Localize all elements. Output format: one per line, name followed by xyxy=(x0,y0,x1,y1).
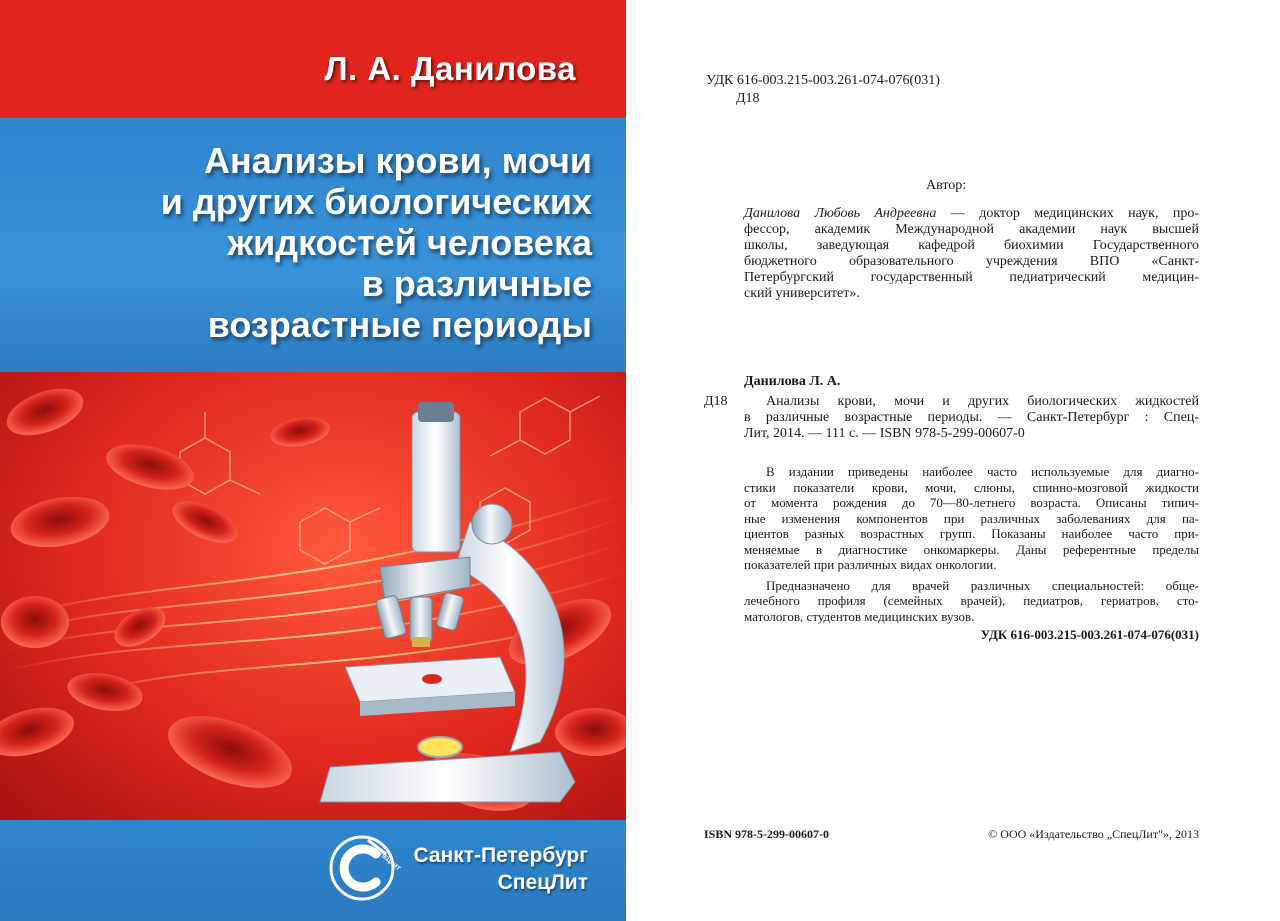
annotation-line: показателей при различных видах онкологии. xyxy=(744,557,997,572)
cover-illustration xyxy=(0,372,626,820)
publisher-name: СпецЛит xyxy=(497,871,588,894)
annotation-line: ные изменения компонентов при различных заболеваниях для па- xyxy=(744,510,1199,526)
annotation-line: от момента рождения до 70—80-летнего возраста. Описаны типич- xyxy=(744,495,1199,510)
author-desc-line: фессор, академик Международной академии наук высшей xyxy=(744,222,1199,237)
bib-line: в различные возрастные периоды. — Санкт-Петербург : Спец- xyxy=(744,410,1199,425)
author-desc-line: бюджетного образовательного учреждения ВПО «Санкт- xyxy=(744,254,1199,269)
annotation-line: В издании приведены наиболее часто используемые для диагно- xyxy=(766,464,1199,479)
bibliographic-code: Д18 xyxy=(704,394,728,409)
cover-title-line: в различные xyxy=(361,263,592,304)
microscope-blood-cells-illustration xyxy=(0,372,626,820)
isbn: ISBN 978-5-299-00607-0 xyxy=(704,827,829,841)
annotation-line: Предназначено для врачей различных специальностей: обще- xyxy=(766,577,1199,593)
cover-title xyxy=(12,140,592,345)
microscope xyxy=(320,402,575,802)
udk-bottom: УДК 616-003.215-003.261-074-076(031) xyxy=(980,627,1199,642)
publisher-logo-text: СПЕЦЛИТ xyxy=(374,848,401,873)
author-desc-line: — доктор медицинских наук, про- xyxy=(936,206,1199,221)
cover-author: Л. А. Данилова xyxy=(324,50,576,87)
cover-publisher xyxy=(413,842,588,896)
book-cover xyxy=(0,0,626,921)
author-full-name: Данилова Любовь Андреевна xyxy=(744,206,937,221)
author-mark-code: Д18 xyxy=(736,91,760,106)
bibliographic-record xyxy=(744,394,1199,442)
imprint-page xyxy=(626,0,1280,921)
bib-line: Анализы крови, мочи и других биологических жидкостей xyxy=(766,394,1199,409)
bib-line: Лит, 2014. — 111 с. — ISBN 978-5-299-00607-0 xyxy=(744,426,1025,441)
author-heading: Автор: xyxy=(926,178,967,193)
cover-author-band xyxy=(0,0,626,118)
book-annotation xyxy=(744,464,1199,624)
cover-title-band xyxy=(0,118,626,372)
publisher-city: Санкт-Петербург xyxy=(413,844,588,867)
cover-publisher-band xyxy=(0,820,626,921)
author-desc-line: школы, заведующая кафедрой биохимии Государственного xyxy=(744,238,1199,253)
annotation-line: лечебного профиля (семейных врачей), педиатров, гериатров, сто- xyxy=(744,593,1199,608)
copyright-notice: © ООО «Издательство „СпецЛит"», 2013 xyxy=(988,827,1199,841)
cover-title-line: жидкостей человека xyxy=(227,222,592,263)
author-description xyxy=(744,206,1199,302)
cover-title-line: возрастные периоды xyxy=(207,304,592,345)
author-desc-line: Петербургский государственный педиатрический медицин- xyxy=(744,270,1199,285)
annotation-line: матологов, студентов медицинских вузов. xyxy=(744,608,975,624)
udk-classification: УДК 616-003.215-003.261-074-076(031) xyxy=(706,73,940,88)
author-desc-line: ский университет». xyxy=(744,286,860,301)
cover-title-line: Анализы крови, мочи xyxy=(204,140,592,181)
molecule-diagram xyxy=(180,396,600,564)
annotation-line: стики показатели крови, мочи, слюны, спинно-мозговой жидкости xyxy=(744,479,1199,495)
publisher-logo-icon xyxy=(328,834,401,902)
annotation-line: меняемые в диагностике онкомаркеры. Даны референтные пределы xyxy=(744,541,1199,557)
cover-title-line: и других биологических xyxy=(160,181,592,222)
bibliographic-author: Данилова Л. А. xyxy=(744,374,841,389)
annotation-line: циентов разных возрастных групп. Показаны наиболее часто при- xyxy=(744,526,1199,541)
